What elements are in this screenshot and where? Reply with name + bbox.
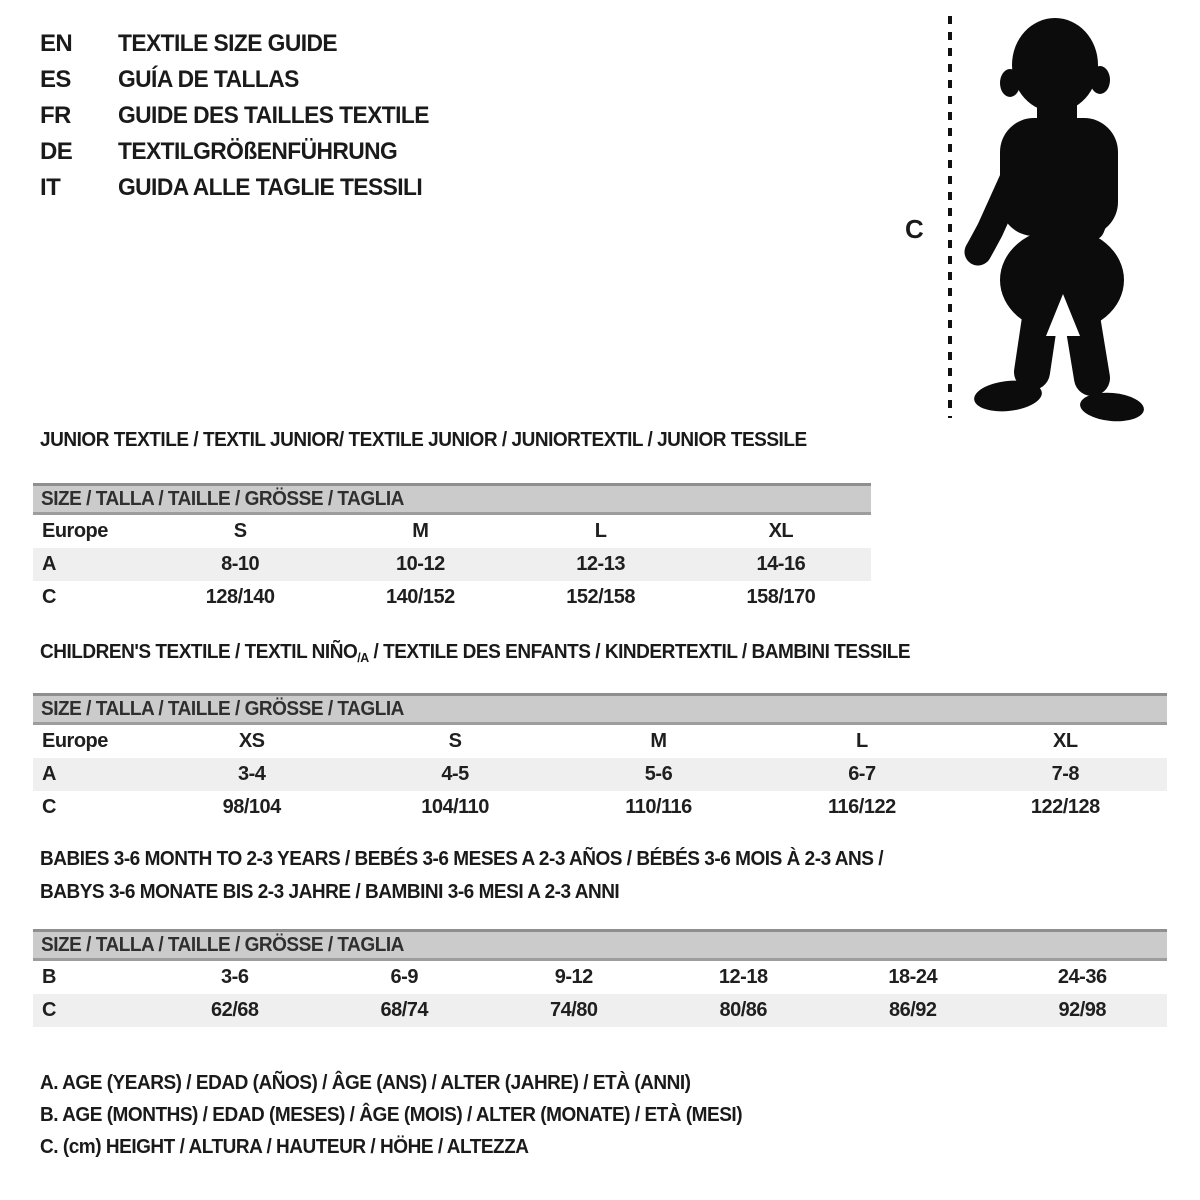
toddler-silhouette-icon: [973, 18, 1145, 424]
table-cell: XL: [768, 520, 794, 542]
size-header-text: SIZE / TALLA / TAILLE / GRÖSSE / TAGLIA: [41, 933, 404, 956]
table-row: [33, 515, 871, 548]
table-cell: 5-6: [644, 763, 673, 785]
table-cell: 140/152: [385, 586, 455, 608]
babies-table-body: [33, 961, 1167, 1027]
size-header-text: SIZE / TALLA / TAILLE / GRÖSSE / TAGLIA: [41, 487, 404, 510]
table-cell: 122/128: [1030, 796, 1100, 818]
table-cell: 8-10: [221, 553, 260, 575]
table-cell: XS: [238, 730, 265, 752]
table-cell: M: [650, 730, 667, 752]
table-cell: 10-12: [396, 553, 445, 575]
table-row: [33, 994, 1167, 1027]
table-cell: S: [233, 520, 247, 542]
legend-text: B. AGE (MONTHS) / EDAD (MESES) / ÂGE (MOIS) / ALTER (MONATE) / ETÀ (MESI): [40, 1104, 743, 1126]
toddler-figure: [900, 0, 1200, 440]
table-cell: 128/140: [205, 586, 275, 608]
language-code: DE: [40, 138, 73, 165]
title-part: / TEXTILE DES ENFANTS / KINDERTEXTIL / BAMBINI TESSILE: [368, 641, 911, 663]
language-code: IT: [40, 174, 61, 201]
legend-block: [40, 1072, 779, 1168]
table-cell: M: [412, 520, 429, 542]
table-cell: 12-13: [576, 553, 625, 575]
table-cell: 80/86: [719, 999, 768, 1021]
legend-line-age-years: [40, 1072, 779, 1104]
section-title-babies-line1: [40, 848, 927, 871]
legend-line-age-months: [40, 1104, 779, 1136]
size-header-bar: [33, 693, 1167, 725]
language-title-block: [40, 26, 445, 206]
size-header-bar: [33, 929, 1167, 961]
row-label: A: [42, 763, 56, 785]
table-cell: 12-18: [718, 966, 768, 988]
guide-title-it: GUIDA ALLE TAGLIE TESSILI: [118, 174, 423, 201]
size-header-text: SIZE / TALLA / TAILLE / GRÖSSE / TAGLIA: [41, 697, 404, 720]
table-cell: 116/122: [828, 796, 896, 818]
language-row-en: [40, 26, 445, 62]
row-label: B: [42, 966, 56, 988]
table-row: [33, 725, 1167, 758]
legend-line-height: [40, 1136, 779, 1168]
table-cell: 24-36: [1057, 966, 1107, 988]
language-code: FR: [40, 102, 71, 129]
table-cell: 104/110: [421, 796, 489, 818]
row-label: C: [42, 796, 56, 818]
guide-title-de: TEXTILGRÖßENFÜHRUNG: [118, 138, 398, 165]
section-title-children-text: [40, 641, 910, 665]
language-code: EN: [40, 30, 73, 57]
table-cell: 18-24: [888, 966, 938, 988]
table-row: [33, 758, 1167, 791]
table-cell: XL: [1053, 730, 1078, 752]
section-title-children: [40, 641, 956, 665]
row-label: C: [42, 999, 56, 1021]
row-label: Europe: [42, 730, 108, 752]
table-cell: L: [856, 730, 868, 752]
table-row: [33, 581, 871, 614]
legend-text: A. AGE (YEARS) / EDAD (AÑOS) / ÂGE (ANS) / ALTER (JAHRE) / ETÀ (ANNI): [40, 1072, 691, 1094]
guide-title-es: GUÍA DE TALLAS: [118, 66, 299, 93]
table-cell: 152/158: [566, 586, 636, 608]
section-title-babies-line2: [40, 881, 650, 904]
title-part: CHILDREN'S TEXTILE / TEXTIL NIÑO: [40, 641, 358, 663]
table-cell: 4-5: [441, 763, 469, 785]
table-cell: 6-9: [390, 966, 418, 988]
table-cell: 3-4: [237, 763, 266, 785]
table-cell: 7-8: [1051, 763, 1079, 785]
table-cell: 68/74: [380, 999, 429, 1021]
language-row-it: [40, 170, 445, 206]
table-cell: 74/80: [549, 999, 598, 1021]
table-cell: 92/98: [1058, 999, 1107, 1021]
guide-title-en: TEXTILE SIZE GUIDE: [118, 30, 338, 57]
row-label: A: [42, 553, 56, 575]
title-subscript: /A: [357, 650, 369, 665]
table-cell: 86/92: [888, 999, 937, 1021]
table-cell: 3-6: [221, 966, 249, 988]
babies-size-table: [33, 929, 1167, 1027]
row-label: C: [42, 586, 56, 608]
table-cell: 62/68: [210, 999, 259, 1021]
table-row: [33, 791, 1167, 824]
table-cell: 6-7: [848, 763, 876, 785]
table-cell: 98/104: [222, 796, 281, 818]
children-table-body: [33, 725, 1167, 824]
language-code: ES: [40, 66, 71, 93]
table-row: [33, 548, 871, 581]
section-title-babies-text1: BABIES 3-6 MONTH TO 2-3 YEARS / BEBÉS 3-6 MESES A 2-3 AÑOS / BÉBÉS 3-6 MOIS À 2-3 ANS /: [40, 848, 884, 870]
height-measure-label: C: [905, 214, 924, 244]
children-size-table: [33, 693, 1167, 824]
row-label: Europe: [42, 520, 108, 542]
table-cell: L: [594, 520, 607, 542]
table-cell: 9-12: [554, 966, 593, 988]
section-title-babies-text2: BABYS 3-6 MONATE BIS 2-3 JAHRE / BAMBINI 3-6 MESI A 2-3 ANNI: [40, 881, 620, 903]
table-cell: 14-16: [756, 553, 806, 575]
table-cell: 158/170: [746, 586, 816, 608]
junior-table-body: [33, 515, 871, 614]
table-row: [33, 961, 1167, 994]
legend-text: C. (cm) HEIGHT / ALTURA / HAUTEUR / HÖHE / ALTEZZA: [40, 1136, 529, 1158]
section-title-junior: [40, 429, 847, 452]
table-cell: S: [448, 730, 462, 752]
language-row-de: [40, 134, 445, 170]
table-cell: 110/116: [625, 796, 692, 818]
guide-title-fr: GUIDE DES TAILLES TEXTILE: [118, 102, 429, 129]
section-title-junior-text: JUNIOR TEXTILE / TEXTIL JUNIOR/ TEXTILE JUNIOR / JUNIORTEXTIL / JUNIOR TESSILE: [40, 429, 807, 451]
junior-size-table: [33, 483, 871, 614]
language-row-fr: [40, 98, 445, 134]
language-row-es: [40, 62, 445, 98]
size-header-bar: [33, 483, 871, 515]
